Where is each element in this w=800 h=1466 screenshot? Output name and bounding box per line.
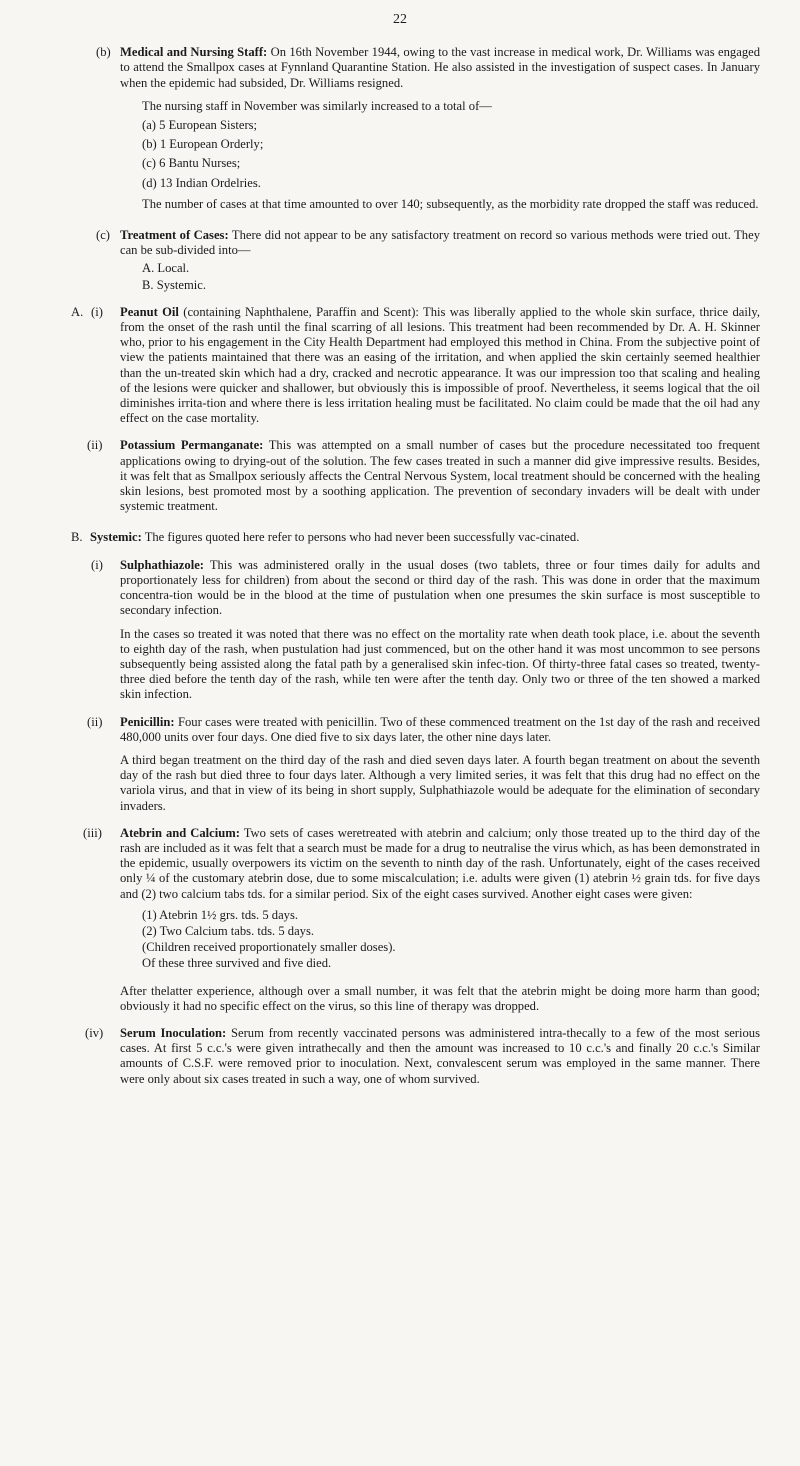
section-B-marker: B. xyxy=(71,530,83,545)
division-item: A. Local. xyxy=(142,261,190,276)
treatment-divisions xyxy=(120,261,760,292)
dose-item: Of these three survived and five died. xyxy=(142,956,332,971)
section-B-iii-text2: After thelatter experience, although over a small number, it was felt that the atebrin might be doing more harm than good; obviously it had no specific effect on the virus, so this line of therapy was dropped. xyxy=(120,983,760,1013)
page-number: 22 xyxy=(393,12,407,27)
section-B-iv-body: Serum from recently vaccinated persons was administered intra-thecally to a few of the most serious cases. At first 5 c.c.'s were given intrathecally and then the amount was increased to 10 c.c.'s and finally 20 c.c.'s Similar amounts of C.S.F. were removed prior to inoculation. Next, convalescent serum was employed in the same manner. There were only about six cases treated in such a way, one of whom survived. xyxy=(120,1025,760,1086)
dose-item: (1) Atebrin 1½ grs. tds. 5 days. xyxy=(142,907,299,922)
section-B-iii xyxy=(83,825,761,1014)
staff-item: (b) 1 European Orderly; xyxy=(142,137,264,152)
section-A-ii-heading: Potassium Permanganate: xyxy=(120,438,264,453)
section-B-i-heading: Sulphathiazole: xyxy=(120,557,204,572)
section-B-ii xyxy=(87,714,760,814)
section-B-iv-heading: Serum Inoculation: xyxy=(120,1025,227,1040)
section-c-heading: Treatment of Cases: xyxy=(120,228,229,243)
section-B-intro xyxy=(90,530,760,545)
section-B-i xyxy=(91,557,760,703)
division-item: B. Systemic. xyxy=(142,277,207,292)
staff-item: (d) 13 Indian Ordelries. xyxy=(142,175,261,190)
section-B-ii-marker: (ii) xyxy=(87,714,103,729)
section-B-iii-heading: Atebrin and Calcium: xyxy=(120,825,240,840)
section-b-marker: (b) xyxy=(96,45,111,60)
section-b-para2: The nursing staff in November was similarly increased to a total of— xyxy=(142,98,492,113)
section-A-i-heading: Peanut Oil xyxy=(120,304,179,319)
section-c-treatment xyxy=(96,228,760,293)
section-B-iii-text1 xyxy=(120,826,760,902)
section-B-intro-text: The figures quoted here refer to persons who had never been successfully vac-cinated. xyxy=(144,530,580,545)
section-c-para1-text: There did not appear to be any satisfactory treatment on record so various methods were tried out. They can be sub-divided into— xyxy=(120,228,760,258)
section-B-systemic xyxy=(71,530,760,545)
section-A-local xyxy=(71,304,760,427)
section-A-ii-text xyxy=(120,438,760,514)
staff-item: (a) 5 European Sisters; xyxy=(142,118,258,133)
section-A-i-body: (containing Naphthalene, Paraffin and Scent): This was liberally applied to the whole skin surface, thrice daily, from the onset of the rash until the final scarring of all lesions. This treatment had been recommended by Dr. A. H. Skinner who, prior to his engagement in the City Health Department had employed this method in China. From the subjective point of view the patients maintained that there was an easing of the irritation, and when applied the skin certainly seemed healthier than the un-treated skin which had a dry, cracked and necrotic appearance. It was our impression too that scaling and healing of the lesions were quicker and shallower, but obviously this is impossible of proof. Nevertheless, it seems logical that the oil diminishes irrita-tion and where there is less irritation healing must be facilitated. No claim could be made that the oil had any effect on the case mortality. xyxy=(120,304,760,426)
section-A-i-marker: (i) xyxy=(91,304,103,319)
section-B-i-text1 xyxy=(120,558,760,619)
staff-item: (c) 6 Bantu Nurses; xyxy=(142,156,241,171)
section-B-ii-body1: Four cases were treated with penicillin. Two of these commenced treatment on the 1st day of the rash and received 480,000 units over four days. One died five to six days later, the other nine days later. xyxy=(120,714,760,744)
section-A-i-text xyxy=(120,305,760,427)
section-b-para1-text: On 16th November 1944, owing to the vast increase in medical work, Dr. Williams was engaged to attend the Smallpox cases at Fynnland Quarantine Station. He also assisted in the investigation of suspect cases. In January when the epidemic had subsided, Dr. Williams resigned. xyxy=(120,45,761,90)
section-B-heading: Systemic: xyxy=(90,530,142,545)
dose-list xyxy=(120,908,760,972)
section-b-para3: The number of cases at that time amounted to over 140; subsequently, as the morbidity rate dropped the staff was reduced. xyxy=(142,196,759,211)
section-B-i-text2: In the cases so treated it was noted that there was no effect on the mortality rate when death took place, i.e. about the seventh to eighth day of the rash, when pustulation had just commenced, but on the other hand it was most uncommon to see persons subsequently being assisted along the fatal path by a generalised skin infec-tion. Of thirty-three fatal cases so treated, twenty-three died before the tenth day of the rash, while ten were after the tenth day. Only two or three of the ten showed a marked skin infection. xyxy=(120,626,760,702)
section-A-ii xyxy=(87,438,761,514)
section-A-marker: A. xyxy=(71,304,84,319)
section-B-iv-marker: (iv) xyxy=(85,1025,104,1040)
section-c-marker: (c) xyxy=(96,228,110,243)
section-B-iv xyxy=(85,1025,760,1087)
dose-item: (2) Two Calcium tabs. tds. 5 days. xyxy=(142,923,315,938)
section-B-ii-heading: Penicillin: xyxy=(120,714,175,729)
section-A-ii-body: This was attempted on a small number of cases but the procedure necessitated too frequent applications owing to drying-out of the solution. The few cases treated in such a manner did give impressive results. Besides, it was felt that as Smallpox seriously affects the Central Nervous System, local treatment should be concerned with the healing skin lesions, best promoted most by a soothing application. The prevention of secondary invaders will be dealt with under systemic treatment. xyxy=(120,438,761,514)
section-c-para1 xyxy=(120,228,760,258)
dose-item: (Children received proportionately smaller doses). xyxy=(142,940,396,955)
section-B-iv-text xyxy=(120,1026,760,1087)
section-B-ii-text1 xyxy=(120,715,760,745)
section-b-para1 xyxy=(120,45,760,91)
section-B-i-marker: (i) xyxy=(91,557,103,572)
section-B-iii-body1: Two sets of cases weretreated with atebrin and calcium; only those treated up to the third day of the rash are included as it was felt that a search must be made for a drug to neutralise the virus which, as has been demonstrated in the epidemic, usually overpowers its victim on the seventh to ninth day of the rash. Unfortunately, eight of the cases received only ¼ of the customary atebrin dose, due to some miscalculation; i.e. adults were given (1) atebrin ½ grain tds. for five days and (2) two calcium tabs tds. for a similar period. Six of the eight cases survived. Another eight cases were given: xyxy=(120,825,761,901)
staff-list xyxy=(120,118,760,191)
section-B-iii-marker: (iii) xyxy=(83,825,102,840)
section-b-medical-staff xyxy=(96,45,761,212)
section-B-ii-text2: A third began treatment on the third day of the rash and died seven days later. A fourth began treatment on about the seventh day of the rash but died three to four days later. Although a very limited series, it was felt that this drug had no effect on the variola virus, and that in view of its being in short supply, Sulphathiazole would be adequate for the elimination of secondary invaders. xyxy=(120,752,760,813)
section-b-heading: Medical and Nursing Staff: xyxy=(120,45,268,60)
section-A-ii-marker: (ii) xyxy=(87,438,103,453)
section-B-i-body1: This was administered orally in the usual doses (two tablets, three or four times daily for adults and proportionately less for children) from about the second or third day of the rash. This was done in order that the maximum concentra-tion would be in the blood at the time of pustulation when one presumes the skin surface is most susceptible to secondary infection. xyxy=(120,557,760,618)
